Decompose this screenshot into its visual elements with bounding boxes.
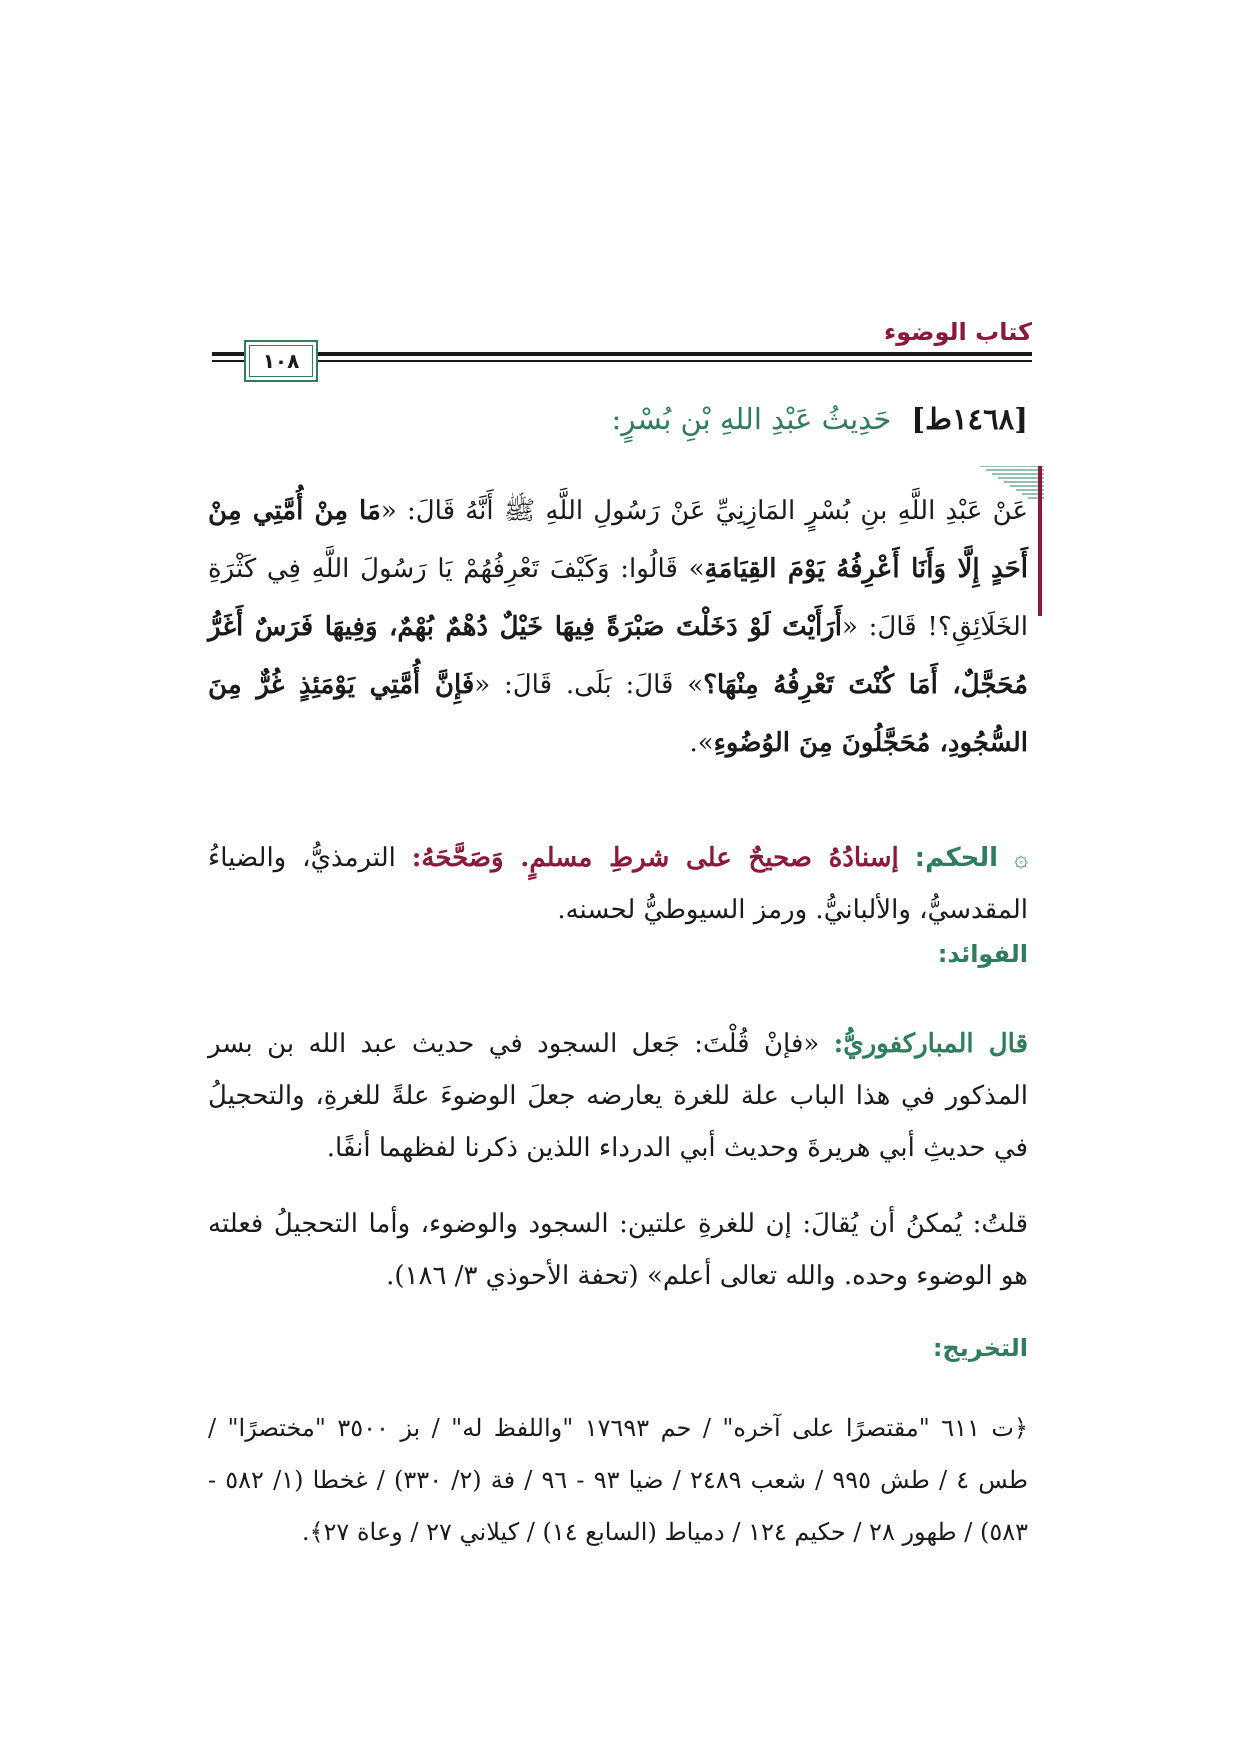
page-header — [212, 318, 1032, 378]
page-number: ١٠٨ — [244, 340, 318, 382]
paragraph-text: «فإنْ قُلْتَ: جَعل السجود في حديث عبد الله بن بسر المذكور في هذا الباب علة للغرة يعارضه جعلَ الوضوءَ علةً للغرةِ، والتحجيلُ في حديثِ أبي هريرةَ وحديث أبي الدرداء اللذين ذكرنا لفظهما أنفًا. — [208, 1029, 1028, 1163]
hadith-number: [١٤٦٨ط] — [911, 402, 1028, 436]
hadith-heading — [612, 402, 1028, 436]
takhrij-text: ﴿ت ٦١١ "مقتصرًا على آخره" / حم ١٧٦٩٣ "واللفظ له" / بز ٣٥٠٠ "مختصرًا" / طس ٤ / طش ٩٩٥ / شعب ٢٤٨٩ / ضيا ٩٣ - ٩٦ / فة (٢/ ٣٣٠) / غخطا (١/ ٥٨٢ - ٥٨٣) / طهور ٢٨ / حكيم ١٢٤ / دمياط (السابع ١٤) / كيلاني ٢٧ / وعاة ٢٧﴾. — [208, 1414, 1029, 1546]
book-title: كتاب الوضوء — [883, 318, 1032, 346]
header-rule-tail — [212, 352, 242, 356]
ruling-verdict: إسنادُهُ صحيحٌ على شرطِ مسلمٍ. وَصَحَّحَهُ: — [411, 843, 899, 873]
hadith-text-part: » قَالَ: بَلَى. قَالَ: « — [474, 670, 704, 700]
hadith-title: حَدِيثُ عَبْدِ اللهِ بْنِ بُسْرٍ: — [611, 402, 892, 436]
hadith-text-bold: مَا مِنْ أُمَّتِي مِنْ أَحَدٍ إِلَّا وَأَنَا أَعْرِفُهُ يَوْمَ القِيَامَةِ — [208, 496, 1028, 584]
hadith-text — [208, 482, 1028, 772]
hadith-text-part: ». — [689, 728, 714, 758]
hadith-text-part: عَنْ عَبْدِ اللَّهِ بنِ بُسْرٍ المَازِنِيِّ عَنْ رَسُولِ اللَّهِ ﷺ أَنَّهُ قَالَ: « — [380, 496, 1028, 526]
benefits-paragraph-2 — [208, 1198, 1028, 1302]
benefits-paragraph-1 — [208, 1018, 1028, 1174]
header-rule-thick — [242, 352, 1032, 356]
takhrij-label: التخريج: — [932, 1334, 1028, 1362]
hadith-text-bold: فَإِنَّ أُمَّتِي يَوْمَئِذٍ غُرٌّ مِنَ السُّجُودِ، مُحَجَّلُونَ مِنَ الوُضُوءِ — [208, 670, 1028, 758]
header-rule-thin — [242, 360, 1032, 362]
ruling-paragraph — [208, 832, 1028, 936]
hadith-text-bold: أَرَأَيْتَ لَوْ دَخَلْتَ صَبْرَةً فِيهَا خَيْلٌ دُهْمٌ بُهْمٌ، وَفِيهَا فَرَسٌ أَغَرُّ مُحَجَّلٌ، أَمَا كُنْتَ تَعْرِفُهُ مِنْهَا؟ — [208, 612, 1028, 700]
benefits-label: الفوائد: — [937, 940, 1028, 968]
paragraph-text: قلتُ: يُمكنُ أن يُقالَ: إن للغرةِ علتين: السجود والوضوء، وأما التحجيلُ فعلته هو الوضوء وحده. والله تعالى أعلم» (تحفة الأحوذي ٣/ ١٨٦). — [208, 1209, 1028, 1291]
header-rule-tail-thin — [212, 360, 242, 362]
ruling-label: الحكم: — [914, 843, 998, 873]
ruling-text: الترمذيُّ، والضياءُ المقدسيُّ، والألبانيُّ. ورمز السيوطيُّ لحسنه. — [208, 843, 1028, 925]
hadith-text-part: » قَالُوا: وَكَيْفَ تَعْرِفُهُمْ يَا رَسُولَ اللَّهِ فِي كَثْرَةِ الخَلَائِقِ؟! قَالَ: « — [208, 554, 1028, 642]
flower-ornament-icon: ۞ — [1013, 844, 1029, 872]
speaker-name: قال المباركفوريُّ: — [833, 1029, 1028, 1059]
